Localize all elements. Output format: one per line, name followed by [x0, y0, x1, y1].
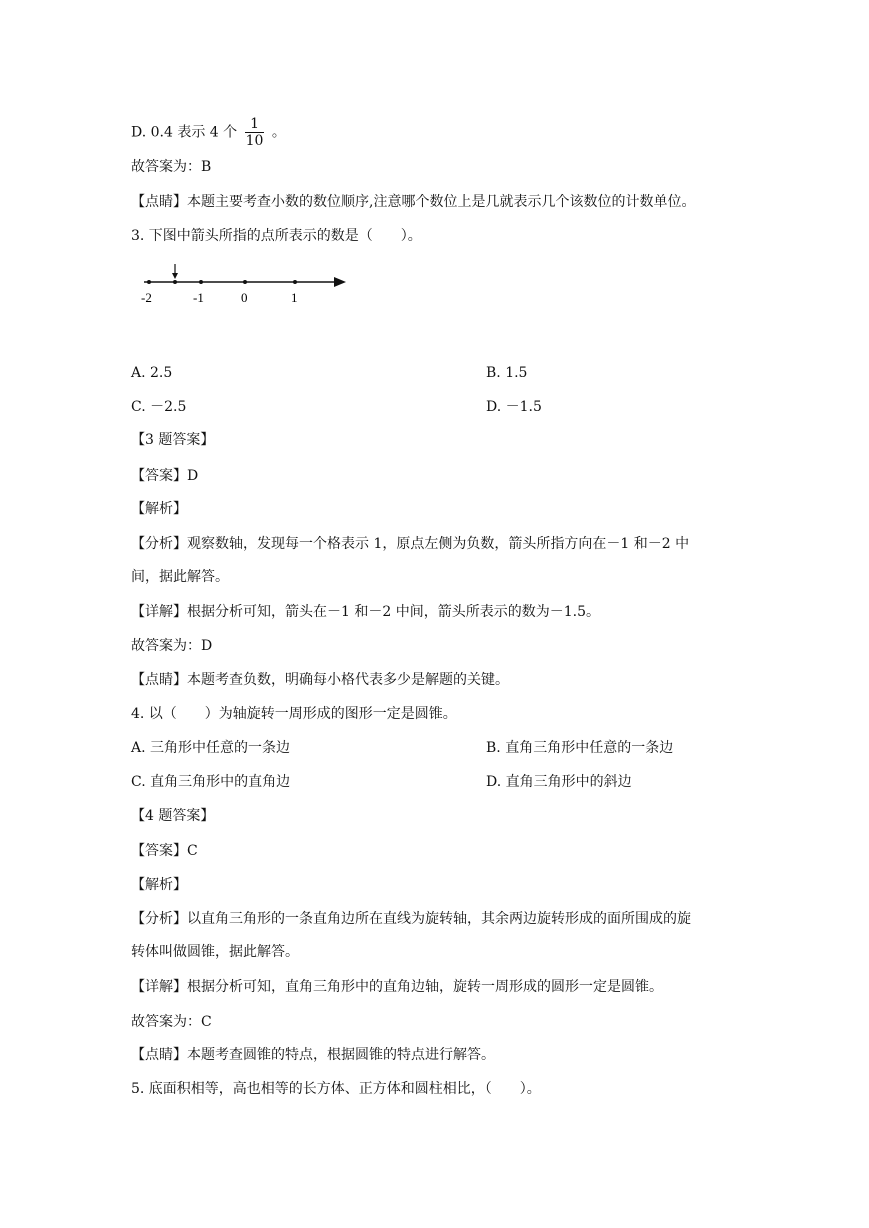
number-line-figure: [138, 262, 353, 312]
q3-option-c: C. －2.5: [131, 399, 187, 415]
q4-answer-line: 故答案为：C: [131, 1014, 212, 1030]
q4-option-a: A. 三角形中任意的一条边: [131, 740, 291, 756]
q3-xiangjie: 【详解】根据分析可知，箭头在－1 和－2 中间，箭头所表示的数为－1.5。: [131, 604, 600, 620]
q4-xiangjie: 【详解】根据分析可知，直角三角形中的直角边轴，旋转一周形成的圆形一定是圆锥。: [131, 979, 663, 995]
q4-option-d: D. 直角三角形中的斜边: [486, 774, 632, 790]
q3-fenxi-line1: 【分析】观察数轴，发现每一个格表示 1，原点左侧为负数，箭头所指方向在－1 和－2 中: [131, 536, 690, 552]
answer-line-q2: 故答案为：B: [131, 159, 212, 175]
q3-fenxi-line2: 间，据此解答。: [131, 569, 229, 585]
q3-option-a: A. 2.5: [131, 365, 173, 381]
question-4: 4. 以（ ）为轴旋转一周形成的图形一定是圆锥。: [131, 706, 457, 722]
dianjing-q2: 【点睛】本题主要考查小数的数位顺序,注意哪个数位上是几就表示几个该数位的计数单位。: [131, 194, 696, 210]
q3-answer: 【答案】D: [131, 468, 199, 484]
fraction-denominator: 10: [245, 133, 264, 149]
tick-dot-1: [293, 280, 297, 284]
q4-answer-heading: 【4 题答案】: [131, 808, 215, 824]
q4-dianjing: 【点睛】本题考查圆锥的特点，根据圆锥的特点进行解答。: [131, 1047, 495, 1063]
q4-fenxi-line2: 转体叫做圆锥，据此解答。: [131, 944, 299, 960]
label-0: 0: [241, 290, 248, 305]
option-d-line: [131, 116, 286, 149]
label-1: 1: [291, 290, 298, 305]
q3-dianjing: 【点睛】本题考查负数，明确每小格代表多少是解题的关键。: [131, 672, 509, 688]
tick-dot-0: [243, 280, 247, 284]
q3-option-d: D. －1.5: [486, 399, 542, 415]
q4-option-c: C. 直角三角形中的直角边: [131, 774, 291, 790]
option-d-prefix: D. 0.4 表示 4 个: [131, 124, 238, 141]
pointer-arrow-head: [172, 273, 178, 279]
q3-answer-heading: 【3 题答案】: [131, 432, 215, 448]
q3-answer-line: 故答案为：D: [131, 638, 213, 654]
label-neg2: -2: [141, 290, 152, 305]
fraction: [245, 116, 265, 149]
tick-dot-neg2: [147, 280, 151, 284]
question-3: 3. 下图中箭头所指的点所表示的数是（ ）。: [131, 228, 422, 244]
fraction-numerator: 1: [245, 116, 265, 133]
q4-option-b: B. 直角三角形中任意的一条边: [486, 740, 674, 756]
question-5: 5. 底面积相等，高也相等的长方体、正方体和圆柱相比，（ ）。: [131, 1081, 541, 1097]
q3-jiexi: 【解析】: [131, 501, 187, 517]
label-neg1: -1: [193, 290, 204, 305]
q3-option-b: B. 1.5: [486, 365, 528, 381]
tick-dot-neg1: [199, 280, 203, 284]
number-line-arrowhead: [334, 277, 346, 287]
q4-answer: 【答案】C: [131, 843, 198, 859]
q4-jiexi: 【解析】: [131, 877, 187, 893]
option-d-suffix: 。: [271, 124, 286, 141]
q4-fenxi-line1: 【分析】以直角三角形的一条直角边所在直线为旋转轴，其余两边旋转形成的面所围成的旋: [131, 911, 691, 927]
tick-dot-neg1-5: [173, 280, 177, 284]
